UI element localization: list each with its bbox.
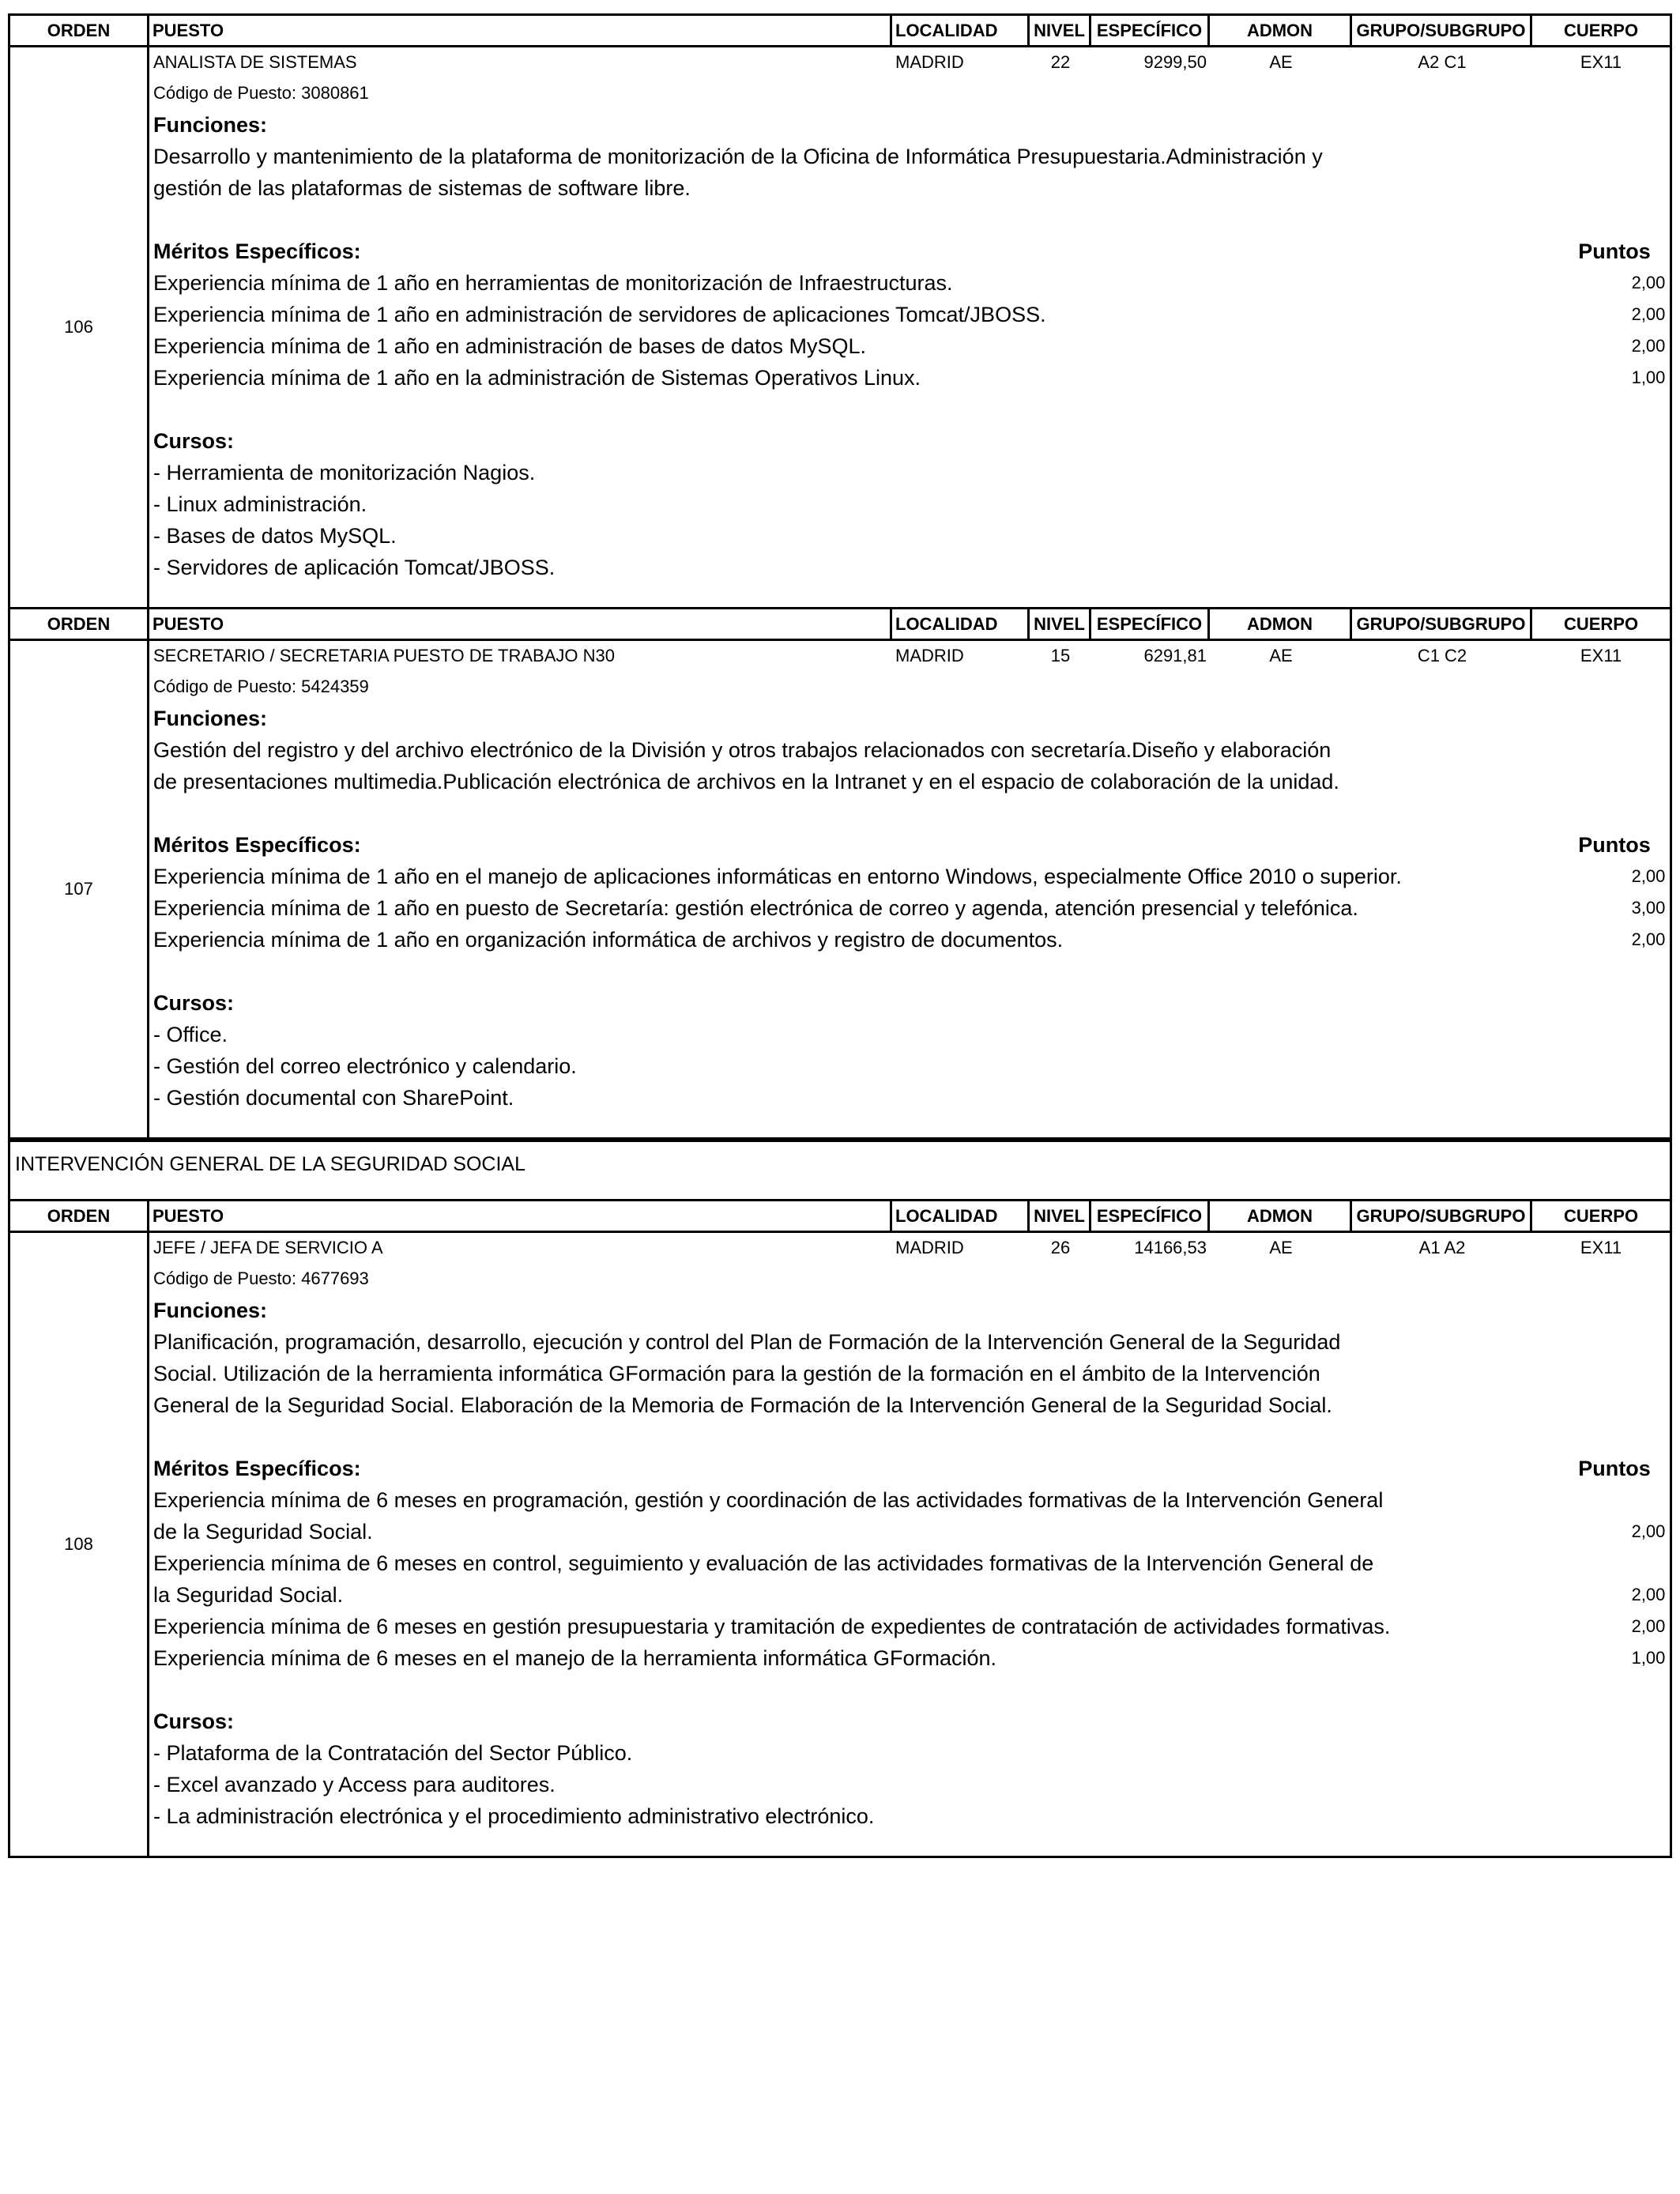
funciones-list [149,141,1670,204]
header-cuerpo: CUERPO [1563,1205,1639,1226]
merito-item [149,299,1670,330]
merito-puntos: 2,00 [1631,1521,1666,1541]
admon-value: AE [1269,1238,1293,1257]
funciones-label: Funciones: [153,707,268,730]
header-localidad: LOCALIDAD [892,609,1030,639]
table-header-row [10,16,1670,47]
merito-text [149,924,1540,956]
merito-item [149,861,1670,892]
meritos-label: Méritos Específicos: [153,239,361,263]
funciones-label: Funciones: [153,113,268,137]
merito-line: Experiencia mínima de 6 meses en gestión presupuestaria y tramitación de expedientes de contratación de actividades formativas. [153,1615,1391,1638]
cuerpo-value: EX11 [1580,1238,1622,1257]
merito-item [149,330,1670,362]
orden-number: 107 [10,641,149,1137]
puntos-label: Puntos [1578,832,1651,857]
header-grupo: GRUPO/SUBGRUPO [1352,16,1532,45]
job-content [149,641,1670,1137]
header-especifico: ESPECÍFICO [1091,16,1210,45]
curso-item: - Gestión del correo electrónico y calendario. [153,1054,577,1078]
admon-value: AE [1269,646,1293,665]
job-block [8,13,1672,609]
merito-text [149,861,1540,892]
puesto-title: ANALISTA DE SISTEMAS [153,52,357,72]
admon-value: AE [1269,52,1293,72]
funciones-list [149,734,1670,797]
curso-item: - Herramienta de monitorización Nagios. [153,461,536,484]
header-especifico: ESPECÍFICO [1091,609,1210,639]
merito-item [149,1611,1670,1642]
header-especifico: ESPECÍFICO [1091,1201,1210,1231]
header-admon: ADMON [1210,609,1352,639]
meritos-header [149,236,1670,267]
codigo-puesto: Código de Puesto: 5424359 [153,677,369,696]
merito-puntos: 2,00 [1631,304,1666,324]
meritos-list [149,861,1670,956]
merito-text [149,330,1540,362]
especifico-value: 9299,50 [1143,52,1207,72]
orden-number: 106 [10,47,149,607]
funciones-line: Social. Utilización de la herramienta informática GFormación para la gestión de la formación en el ámbito de la Intervención [153,1362,1320,1385]
header-grupo: GRUPO/SUBGRUPO [1352,609,1532,639]
job-block [8,607,1672,1140]
header-cuerpo: CUERPO [1563,613,1639,634]
merito-puntos: 3,00 [1631,898,1666,918]
meritos-header [149,1453,1670,1484]
merito-item [149,1547,1670,1611]
header-nivel: NIVEL [1030,609,1091,639]
merito-text [149,1611,1540,1642]
curso-item: - Gestión documental con SharePoint. [153,1086,514,1110]
merito-text [149,1547,1540,1611]
localidad-value: MADRID [895,646,964,665]
puntos-label: Puntos [1578,239,1651,263]
header-nivel: NIVEL [1030,16,1091,45]
merito-item [149,362,1670,394]
funciones-line: Gestión del registro y del archivo electrónico de la División y otros trabajos relacionados con secretaría.Diseño y elaboración [153,738,1332,762]
merito-line: Experiencia mínima de 1 año en la administración de Sistemas Operativos Linux. [153,366,921,390]
meritos-label: Méritos Específicos: [153,1457,361,1480]
curso-item: - La administración electrónica y el procedimiento administrativo electrónico. [153,1804,875,1828]
merito-line: la Seguridad Social. [153,1583,344,1607]
funciones-line: gestión de las plataformas de sistemas de software libre. [153,176,691,200]
localidad-value: MADRID [895,1238,964,1257]
curso-item: - Plataforma de la Contratación del Sector Público. [153,1741,633,1765]
header-cuerpo: CUERPO [1563,20,1639,40]
header-grupo: GRUPO/SUBGRUPO [1352,1201,1532,1231]
merito-text [149,299,1540,330]
codigo-puesto: Código de Puesto: 3080861 [153,83,369,103]
cursos-label: Cursos: [153,429,235,453]
curso-item: - Office. [153,1023,228,1046]
nivel-value: 15 [1050,646,1071,665]
merito-item [149,267,1670,299]
merito-text [149,267,1540,299]
job-body [10,47,1670,607]
header-puesto: PUESTO [149,609,892,639]
funciones-line: de presentaciones multimedia.Publicación electrónica de archivos en la Intranet y en el espacio de colaboración de la unidad. [153,770,1339,794]
table-header-row [10,609,1670,641]
merito-line: Experiencia mínima de 1 año en administración de bases de datos MySQL. [153,334,866,358]
merito-item [149,924,1670,956]
table-header-row [10,1201,1670,1233]
merito-item [149,1484,1670,1547]
merito-line: Experiencia mínima de 1 año en herramientas de monitorización de Infraestructuras. [153,271,953,295]
merito-puntos: 1,00 [1631,1648,1666,1668]
header-puesto: PUESTO [149,1201,892,1231]
merito-line: Experiencia mínima de 1 año en administración de servidores de aplicaciones Tomcat/JBOSS. [153,303,1046,326]
merito-puntos: 2,00 [1631,273,1666,292]
header-admon: ADMON [1210,16,1352,45]
merito-puntos: 2,00 [1631,866,1666,886]
job-body [10,641,1670,1137]
job-summary-row [149,47,1670,77]
merito-text [149,892,1540,924]
curso-item: - Linux administración. [153,492,367,516]
cursos-list [149,1019,1670,1114]
funciones-label: Funciones: [153,1299,268,1322]
grupo-value: A2 C1 [1418,52,1467,72]
merito-puntos: 2,00 [1631,929,1666,949]
puesto-title: SECRETARIO / SECRETARIA PUESTO DE TRABAJO N30 [153,646,615,665]
meritos-list [149,1484,1670,1674]
merito-line: Experiencia mínima de 6 meses en control, seguimiento y evaluación de las actividades formativas de la Intervención General de [153,1551,1374,1575]
funciones-line: General de la Seguridad Social. Elaboración de la Memoria de Formación de la Intervención General de la Seguridad Social. [153,1393,1332,1417]
job-block [8,1199,1672,1858]
cursos-label: Cursos: [153,1710,235,1733]
merito-puntos: 2,00 [1631,1585,1666,1604]
merito-line: Experiencia mínima de 1 año en organización informática de archivos y registro de documentos. [153,928,1064,952]
merito-line: Experiencia mínima de 6 meses en el manejo de la herramienta informática GFormación. [153,1646,996,1670]
merito-line: Experiencia mínima de 1 año en el manejo de aplicaciones informáticas en entorno Windows, especialmente Office 2010 o superior. [153,865,1402,888]
nivel-value: 26 [1050,1238,1071,1257]
curso-item: - Bases de datos MySQL. [153,524,397,548]
merito-puntos: 2,00 [1631,336,1666,356]
merito-puntos: 1,00 [1631,368,1666,387]
job-body [10,1233,1670,1856]
header-orden: ORDEN [10,1201,149,1231]
funciones-list [149,1326,1670,1421]
nivel-value: 22 [1050,52,1071,72]
job-summary-row [149,1233,1670,1263]
especifico-value: 6291,81 [1143,646,1207,665]
cursos-label: Cursos: [153,991,235,1015]
merito-text [149,1484,1540,1547]
meritos-label: Méritos Específicos: [153,833,361,857]
cuerpo-value: EX11 [1580,52,1622,72]
cursos-list [149,1737,1670,1832]
funciones-line: Desarrollo y mantenimiento de la plataforma de monitorización de la Oficina de Informática Presupuestaria.Administración y [153,145,1323,168]
header-orden: ORDEN [10,609,149,639]
merito-text [149,1642,1540,1674]
merito-text [149,362,1540,394]
puntos-label: Puntos [1578,1456,1651,1480]
header-localidad: LOCALIDAD [892,16,1030,45]
meritos-list [149,267,1670,394]
funciones-line: Planificación, programación, desarrollo, ejecución y control del Plan de Formación de la Intervención General de la Seguridad [153,1330,1341,1354]
meritos-header [149,829,1670,861]
curso-item: - Excel avanzado y Access para auditores. [153,1773,556,1796]
header-admon: ADMON [1210,1201,1352,1231]
merito-puntos: 2,00 [1631,1616,1666,1636]
header-puesto: PUESTO [149,16,892,45]
orden-number: 108 [10,1233,149,1856]
cursos-list [149,457,1670,583]
cuerpo-value: EX11 [1580,646,1622,665]
merito-line: Experiencia mínima de 6 meses en programación, gestión y coordinación de las actividades formativas de la Intervención General [153,1488,1384,1512]
merito-line: Experiencia mínima de 1 año en puesto de Secretaría: gestión electrónica de correo y agenda, atención presencial y telefónica. [153,896,1358,920]
grupo-value: C1 C2 [1417,646,1467,665]
job-summary-row [149,641,1670,671]
job-content [149,47,1670,607]
document [8,16,1672,1858]
header-orden: ORDEN [10,16,149,45]
merito-item [149,892,1670,924]
merito-line: de la Seguridad Social. [153,1520,373,1544]
puesto-title: JEFE / JEFA DE SERVICIO A [153,1238,383,1257]
section-title: INTERVENCIÓN GENERAL DE LA SEGURIDAD SOCIAL [8,1140,1672,1201]
merito-item [149,1642,1670,1674]
especifico-value: 14166,53 [1134,1238,1207,1257]
header-nivel: NIVEL [1030,1201,1091,1231]
codigo-puesto: Código de Puesto: 4677693 [153,1269,369,1288]
curso-item: - Servidores de aplicación Tomcat/JBOSS. [153,556,556,579]
header-localidad: LOCALIDAD [892,1201,1030,1231]
job-content [149,1233,1670,1856]
grupo-value: A1 A2 [1418,1238,1466,1257]
localidad-value: MADRID [895,52,964,72]
